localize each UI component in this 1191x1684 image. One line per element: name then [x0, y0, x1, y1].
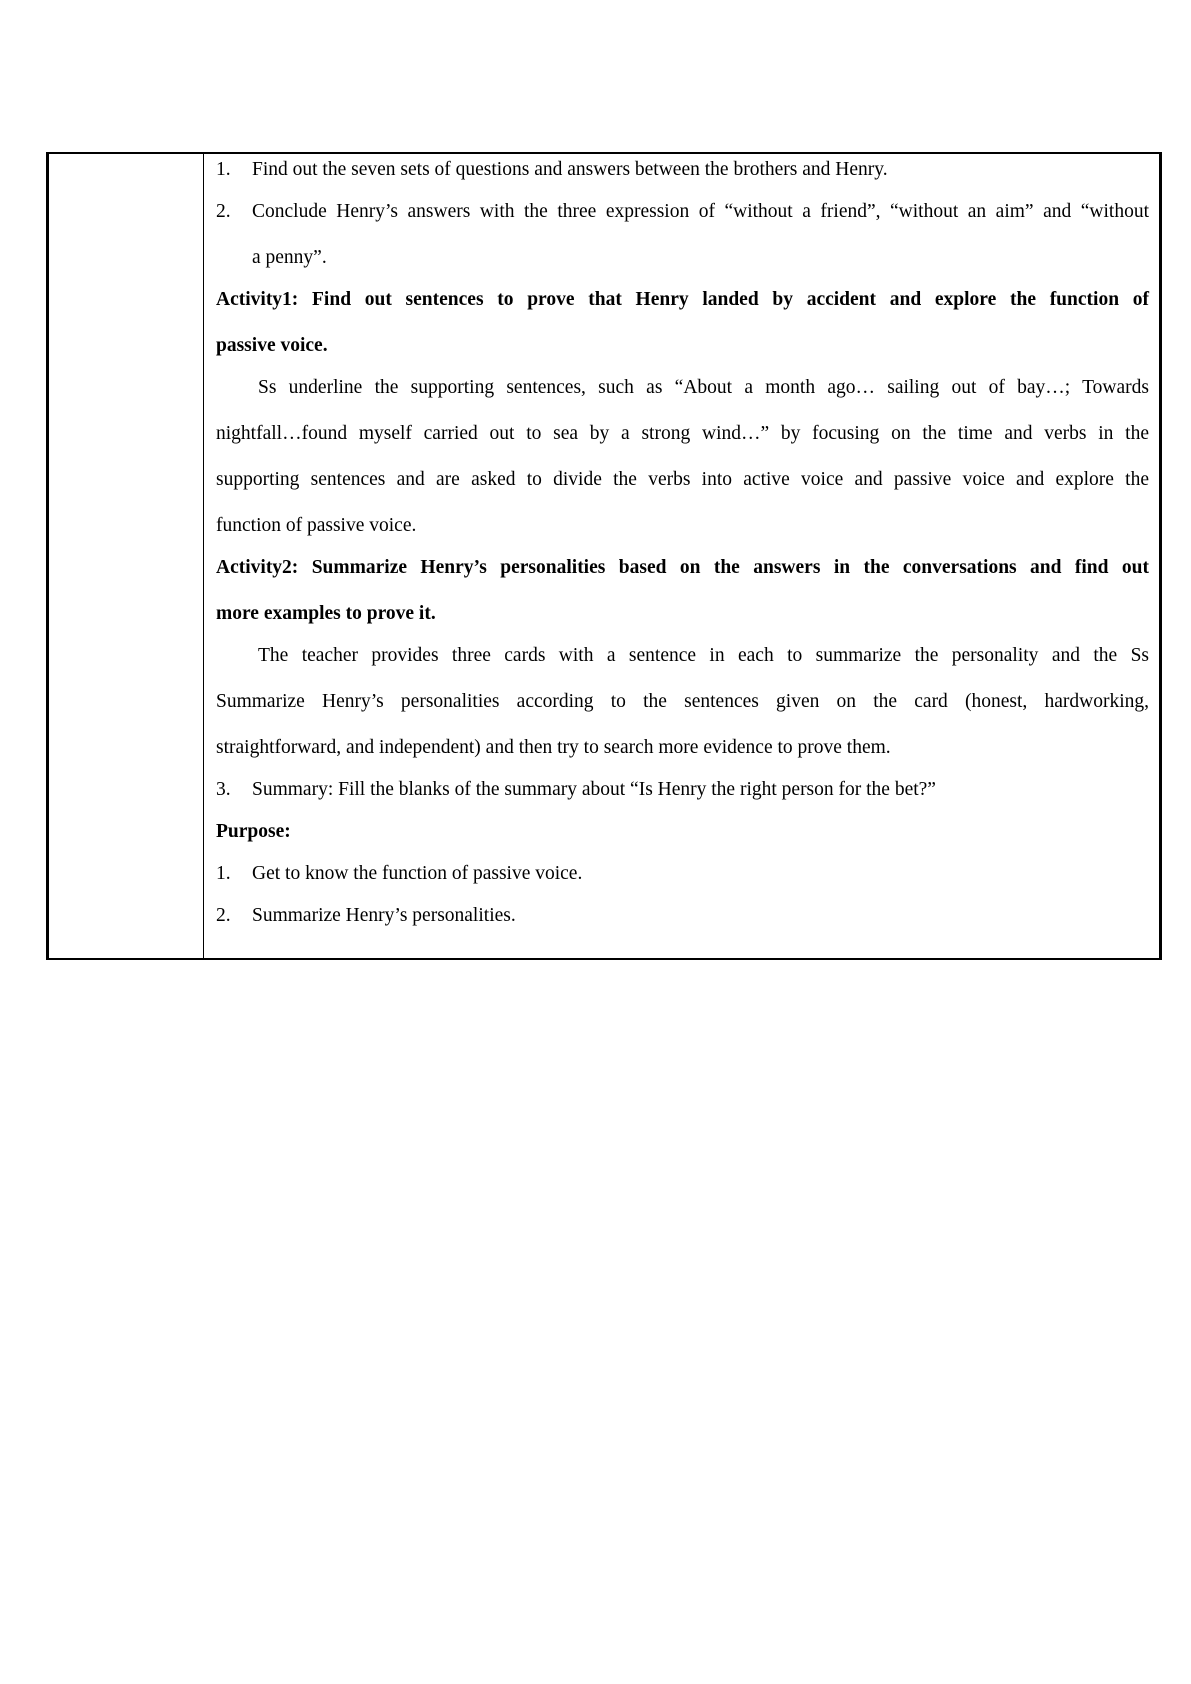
list-number: 3. — [216, 779, 231, 800]
activity2-heading: Activity2: Summarize Henry’s personalities based on the answers in the conversations and find out — [216, 557, 1149, 578]
list-text: Summary: Fill the blanks of the summary about “Is Henry the right person for the bet?” — [252, 779, 936, 800]
lesson-table — [46, 152, 1162, 960]
activity2-heading-cont: more examples to prove it. — [216, 603, 436, 624]
list-text: Summarize Henry’s personalities. — [252, 905, 516, 926]
list-item-2-continuation: a penny”. — [252, 247, 327, 268]
list-number: 2. — [216, 905, 231, 926]
activity2-para-line: The teacher provides three cards with a sentence in each to summarize the personality and the Ss — [258, 645, 1149, 666]
purpose-heading: Purpose: — [216, 821, 291, 842]
activity1-heading: Activity1: Find out sentences to prove that Henry landed by accident and explore the function of — [216, 289, 1149, 310]
list-text: Conclude Henry’s answers with the three expression of “without a friend”, “without an aim” and “without — [252, 201, 1149, 222]
activity2-para-line: straightforward, and independent) and then try to search more evidence to prove them. — [216, 737, 891, 758]
purpose-item-1 — [216, 862, 1149, 886]
list-text: Get to know the function of passive voice. — [252, 863, 583, 884]
list-text: Find out the seven sets of questions and answers between the brothers and Henry. — [252, 159, 888, 180]
activity1-para-line: supporting sentences and are asked to divide the verbs into active voice and passive voice and explore the — [216, 469, 1149, 490]
activity1-para-line: nightfall…found myself carried out to sea by a strong wind…” by focusing on the time and verbs in the — [216, 423, 1149, 444]
activity1-para-line: Ss underline the supporting sentences, such as “About a month ago… sailing out of bay…; Towards — [258, 377, 1149, 398]
activity1-para-line: function of passive voice. — [216, 515, 417, 536]
purpose-item-2 — [216, 904, 1149, 928]
activity1-heading-cont: passive voice. — [216, 335, 328, 356]
activity2-para-line: Summarize Henry’s personalities according to the sentences given on the card (honest, hardworking, — [216, 691, 1149, 712]
table-left-cell — [49, 154, 204, 958]
list-number: 1. — [216, 159, 231, 180]
table-content-cell — [204, 154, 1159, 958]
list-item-3 — [216, 778, 1149, 802]
list-item-1 — [216, 158, 1149, 182]
list-item-2 — [216, 200, 1149, 224]
list-number: 1. — [216, 863, 231, 884]
list-number: 2. — [216, 201, 231, 222]
